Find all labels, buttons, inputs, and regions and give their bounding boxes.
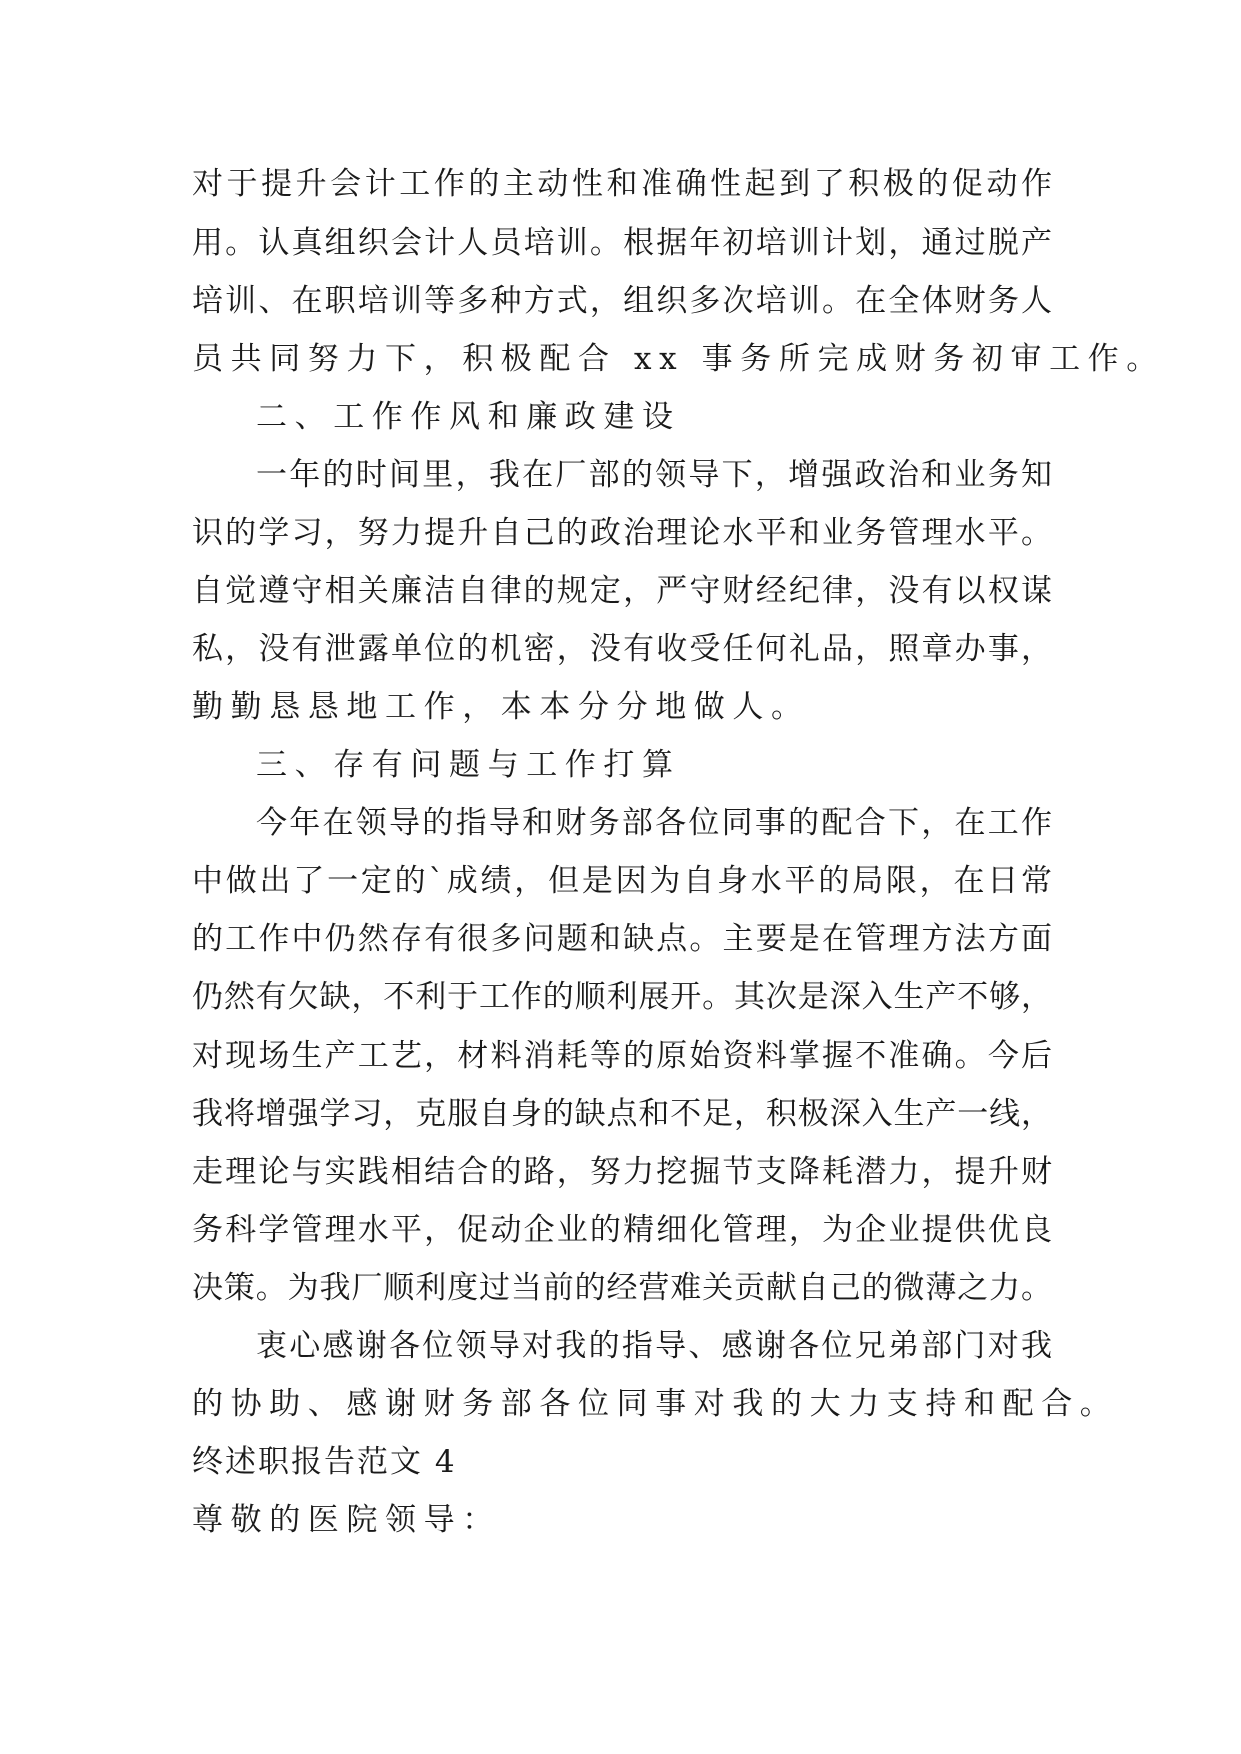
body-text-line: 的协助、感谢财务部各位同事对我的大力支持和配合。 — [192, 1386, 1119, 1422]
body-text-line: 决策。为我厂顺利度过当前的经营难关贡献自己的微薄之力。 — [192, 1270, 1052, 1306]
body-text-line: 中做出了一定的`成绩，但是因为自身水平的局限，在日常 — [192, 863, 1052, 899]
body-text-line: 勤勤恳恳地工作，本本分分地做人。 — [192, 689, 810, 725]
body-text-line: 一年的时间里，我在厂部的领导下，增强政治和业务知 — [256, 457, 1052, 493]
section-heading: 三、存有问题与工作打算 — [256, 747, 681, 783]
body-text-line: 走理论与实践相结合的路，努力挖掘节支降耗潜力，提升财 — [192, 1154, 1052, 1190]
document-title: 终述职报告范文 4 — [192, 1444, 457, 1480]
body-text-line: 用。认真组织会计人员培训。根据年初培训计划，通过脱产 — [192, 225, 1052, 261]
body-text-line: 衷心感谢各位领导对我的指导、感谢各位兄弟部门对我 — [256, 1328, 1052, 1364]
body-text-line: 识的学习，努力提升自己的政治理论水平和业务管理水平。 — [192, 515, 1052, 551]
body-text-line: 培训、在职培训等多种方式，组织多次培训。在全体财务人 — [192, 283, 1052, 319]
body-text-line: 员共同努力下，积极配合 xx 事务所完成财务初审工作。 — [192, 341, 1165, 377]
body-text-line: 的工作中仍然存有很多问题和缺点。主要是在管理方法方面 — [192, 921, 1052, 957]
body-text-line: 仍然有欠缺，不利于工作的顺利展开。其次是深入生产不够， — [192, 979, 1052, 1015]
body-text-line: 对现场生产工艺，材料消耗等的原始资料掌握不准确。今后 — [192, 1038, 1052, 1074]
body-text-line: 对于提升会计工作的主动性和准确性起到了积极的促动作 — [192, 166, 1052, 202]
body-text-line: 自觉遵守相关廉洁自律的规定，严守财经纪律，没有以权谋 — [192, 573, 1052, 609]
body-text-line: 务科学管理水平，促动企业的精细化管理，为企业提供优良 — [192, 1212, 1052, 1248]
salutation: 尊敬的医院领导： — [192, 1502, 501, 1538]
body-text-line: 私，没有泄露单位的机密，没有收受任何礼品，照章办事， — [192, 631, 1052, 667]
body-text-line: 我将增强学习，克服自身的缺点和不足，积极深入生产一线， — [192, 1096, 1052, 1132]
body-text-line: 今年在领导的指导和财务部各位同事的配合下，在工作 — [256, 805, 1052, 841]
section-heading: 二、工作作风和廉政建设 — [256, 399, 681, 435]
